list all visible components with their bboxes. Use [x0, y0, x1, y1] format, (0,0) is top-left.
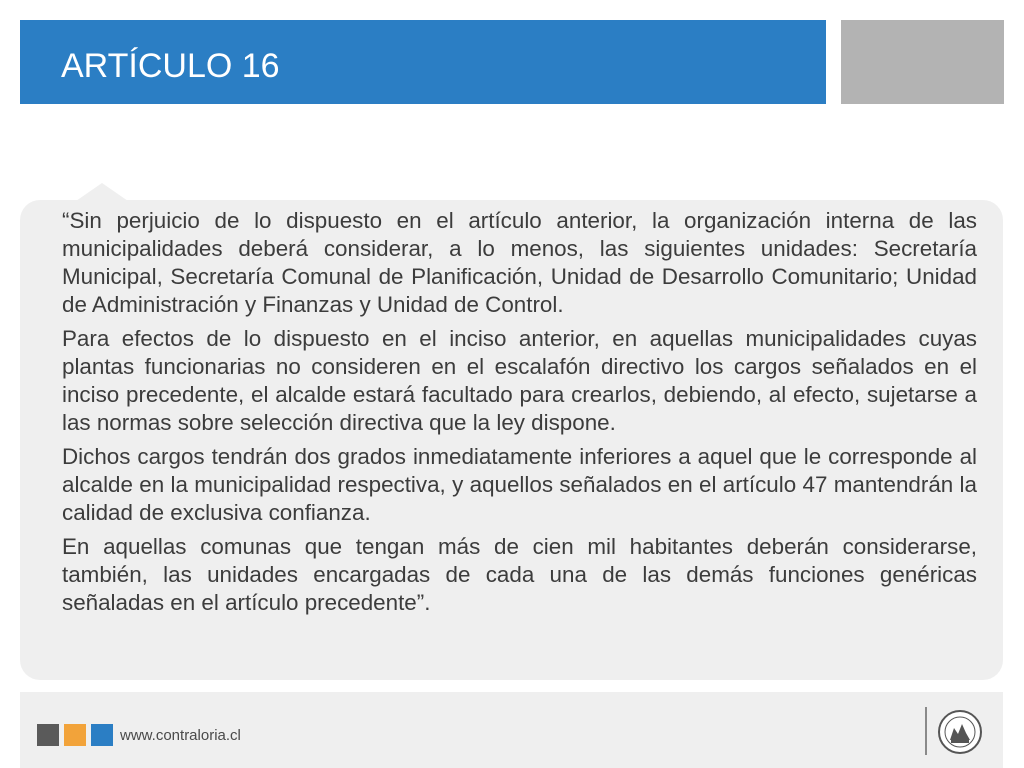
slide-title: ARTÍCULO 16	[61, 47, 280, 85]
paragraph-3: Dichos cargos tendrán dos grados inmediatamente inferiores a aquel que le corresponde al alcalde en la municipalidad respectiva, y aquellos señalados en el artículo 47 mantendrán la calidad de exclusiva confianza.	[62, 444, 977, 525]
footer-divider	[925, 707, 927, 755]
footer-square-orange	[64, 724, 86, 746]
website-link[interactable]: www.contraloria.cl	[120, 727, 241, 744]
paragraph-1: “Sin perjuicio de lo dispuesto en el artículo anterior, la organización interna de las municipalidades deberá considerar, a lo menos, las siguientes unidades: Secretaría Municipal, Secretaría Comunal de Planificación, Unidad de Desarrollo Comunitario; Unidad de Administración y Finanzas y Unidad de Control.	[62, 208, 977, 317]
footer-square-blue	[91, 724, 113, 746]
paragraph-2: Para efectos de lo dispuesto en el inciso anterior, en aquellas municipalidades cuyas plantas funcionarias no consideren en el escalafón directivo los cargos señalados en el inciso precedente, el alcalde estará facultado para crearlos, debiendo, al efecto, sujetarse a las normas sobre selección directiva que la ley dispone.	[62, 326, 977, 435]
contraloria-seal-icon	[937, 709, 983, 755]
callout-pointer	[76, 183, 128, 201]
article-text	[62, 207, 977, 623]
paragraph-4: En aquellas comunas que tengan más de cien mil habitantes deberán considerarse, también, las unidades encargadas de cada una de las demás funciones genéricas señaladas en el artículo precedente”.	[62, 534, 977, 615]
footer-square-dark	[37, 724, 59, 746]
header-grey-block	[841, 20, 1004, 104]
